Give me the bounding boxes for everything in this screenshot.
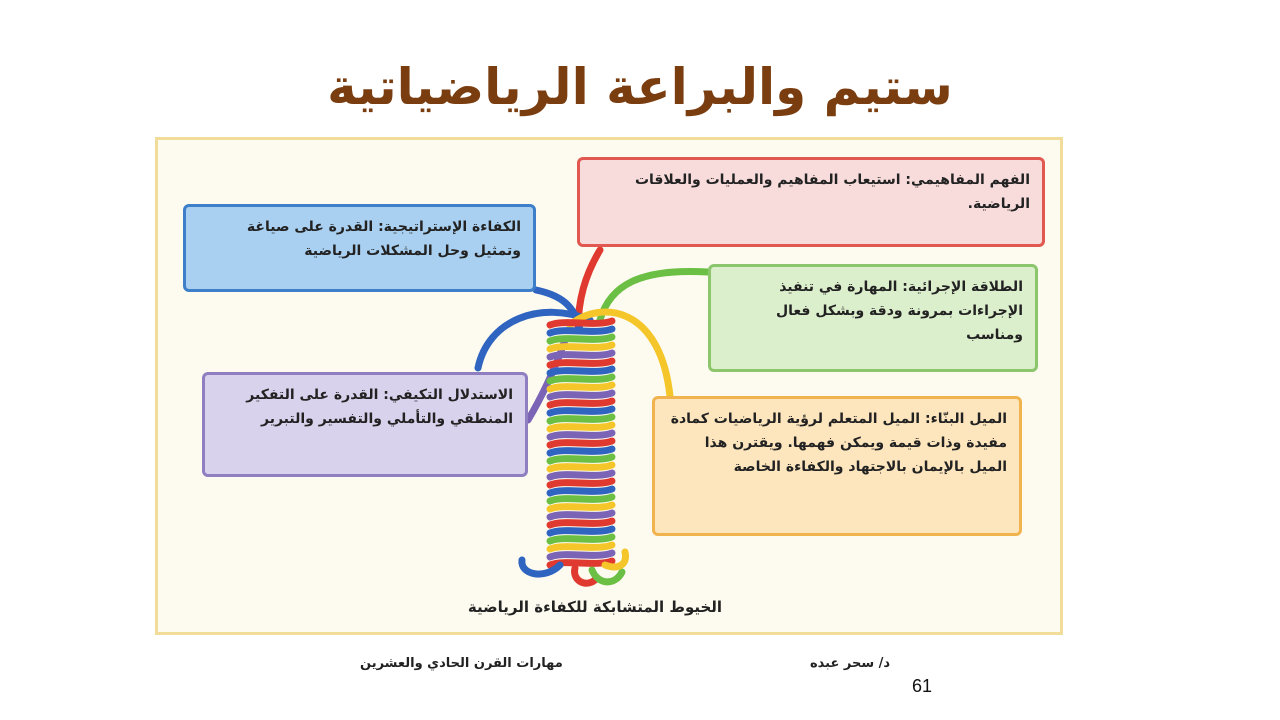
rope-wrap	[550, 361, 612, 365]
strand-text-conceptual: الفهم المفاهيمي: استيعاب المفاهيم والعمليات والعلاقات الرياضية.	[634, 172, 1030, 212]
rope-wrap	[550, 385, 612, 389]
rope-wrap	[550, 417, 612, 421]
rope-wrap	[550, 465, 612, 469]
strand-box-adaptive	[202, 372, 528, 477]
footer-author: د/ سحر عبده	[810, 656, 891, 671]
rope-wrap	[550, 329, 612, 333]
strand-text-productive: الميل البنّاء: الميل المتعلم لرؤية الرياضيات كمادة مفيدة وذات قيمة ويمكن فهمها. ويقترن هذا الميل بالإيمان بالاجتهاد والكفاءة الخاصة	[670, 411, 1007, 475]
rope-wrap	[550, 393, 612, 397]
rope-wraps	[522, 321, 626, 583]
rope-wrap	[550, 425, 612, 429]
slide-title: ستيم والبراعة الرياضياتية	[327, 58, 953, 116]
rope-wrap	[550, 433, 612, 437]
rope-wrap	[550, 345, 612, 349]
rope-wrap	[550, 537, 612, 541]
rope-wrap	[550, 489, 612, 493]
rope-wrap	[550, 369, 612, 373]
rope-wrap	[550, 401, 612, 405]
rope-wrap	[550, 441, 612, 445]
strand-box-procedural	[708, 264, 1038, 372]
rope-wrap	[550, 457, 612, 461]
rope-wrap	[550, 505, 612, 509]
rope-wrap	[550, 529, 612, 533]
end-green	[592, 570, 622, 582]
rope-wrap	[550, 553, 612, 557]
footer-course: مهارات القرن الحادي والعشرين	[360, 656, 563, 671]
diagram-caption: الخيوط المتشابكة للكفاءة الرياضية	[467, 598, 723, 616]
rope-wrap	[550, 545, 612, 549]
rope-wrap	[550, 449, 612, 453]
strand-box-strategic	[183, 204, 536, 292]
rope-wrap	[550, 497, 612, 501]
strand-box-conceptual	[577, 157, 1045, 247]
strand-text-adaptive: الاستدلال التكيفي: القدرة على التفكير المنطقي والتأملي والتفسير والتبرير	[246, 387, 513, 427]
rope-wrap	[550, 377, 612, 381]
strand-text-procedural: الطلاقة الإجرائية: المهارة في تنفيذ الإجراءات بمرونة ودقة وبشكل فعال ومناسب	[775, 279, 1023, 343]
rope-wrap	[550, 481, 612, 485]
strand-text-strategic: الكفاءة الإستراتيجية: القدرة على صياغة وتمثيل وحل المشكلات الرياضية	[246, 219, 521, 259]
page-number: 61	[912, 676, 933, 696]
rope-wrap	[550, 521, 612, 525]
rope-wrap	[550, 473, 612, 477]
rope-wrap	[550, 321, 612, 325]
rope-wrap	[550, 409, 612, 413]
rope-wrap	[550, 353, 612, 357]
rope-wrap	[550, 513, 612, 517]
rope-wrap	[550, 337, 612, 341]
strand-box-productive	[652, 396, 1022, 536]
